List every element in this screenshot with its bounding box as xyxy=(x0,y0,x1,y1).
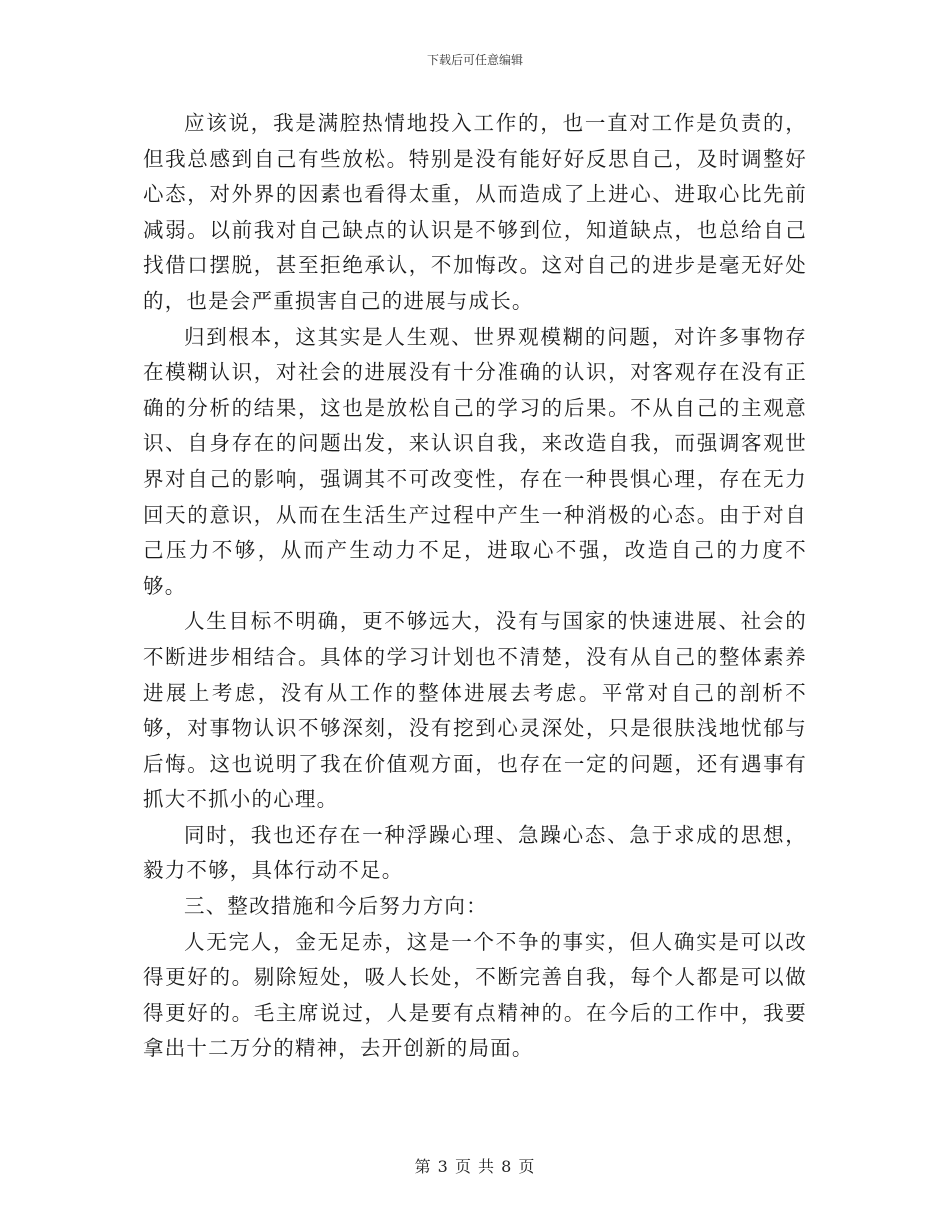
section-heading: 三、整改措施和今后努力方向： xyxy=(184,894,488,919)
paragraph-4: 同时，我也还存在一种浮躁心理、急躁心态、急于求成的思想，毅力不够，具体行动不足。 xyxy=(143,822,807,883)
page-number: 第 3 页 共 8 页 xyxy=(414,1157,536,1176)
paragraph-2: 归到根本，这其实是人生观、世界观模糊的问题，对许多事物存在模糊认识，对社会的进展没有十分准确的认识，对客观存在没有正确的分析的结果，这也是放松自己的学习的后果。不从自己的主观意识、自身存在的问题出发，来认识自我，来改造自我，而强调客观世界对自己的影响，强调其不可改变性，存在一种畏惧心理，存在无力回天的意识，从而在生活生产过程中产生一种消极的心态。由于对自己压力不够，从而产生动力不足，进取心不强，改造自己的力度不够。 xyxy=(143,324,807,598)
paragraph-5: 人无完人，金无足赤，这是一个不争的事实，但人确实是可以改得更好的。剔除短处，吸人长处，不断完善自我，每个人都是可以做得更好的。毛主席说过，人是要有点精神的。在今后的工作中，我要拿出十二万分的精神，去开创新的局面。 xyxy=(143,929,807,1061)
paragraph-3: 人生目标不明确，更不够远大，没有与国家的快速进展、社会的不断进步相结合。具体的学习计划也不清楚，没有从自己的整体素养进展上考虑，没有从工作的整体进展去考虑。平常对自己的剖析不够，对事物认识不够深刻，没有挖到心灵深处，只是很肤浅地忧郁与后悔。这也说明了我在价值观方面，也存在一定的问题，还有遇事有抓大不抓小的心理。 xyxy=(143,609,807,812)
paragraph-1: 应该说，我是满腔热情地投入工作的，也一直对工作是负责的，但我总感到自己有些放松。特别是没有能好好反思自己，及时调整好心态，对外界的因素也看得太重，从而造成了上进心、进取心比先前减弱。以前我对自己缺点的认识是不够到位，知道缺点，也总给自己找借口摆脱，甚至拒绝承认，不加悔改。这对自己的进步是毫无好处的，也是会严重损害自己的进展与成长。 xyxy=(143,111,807,313)
document-body xyxy=(143,106,807,1067)
page-header: 下载后可任意编辑 xyxy=(426,53,523,67)
